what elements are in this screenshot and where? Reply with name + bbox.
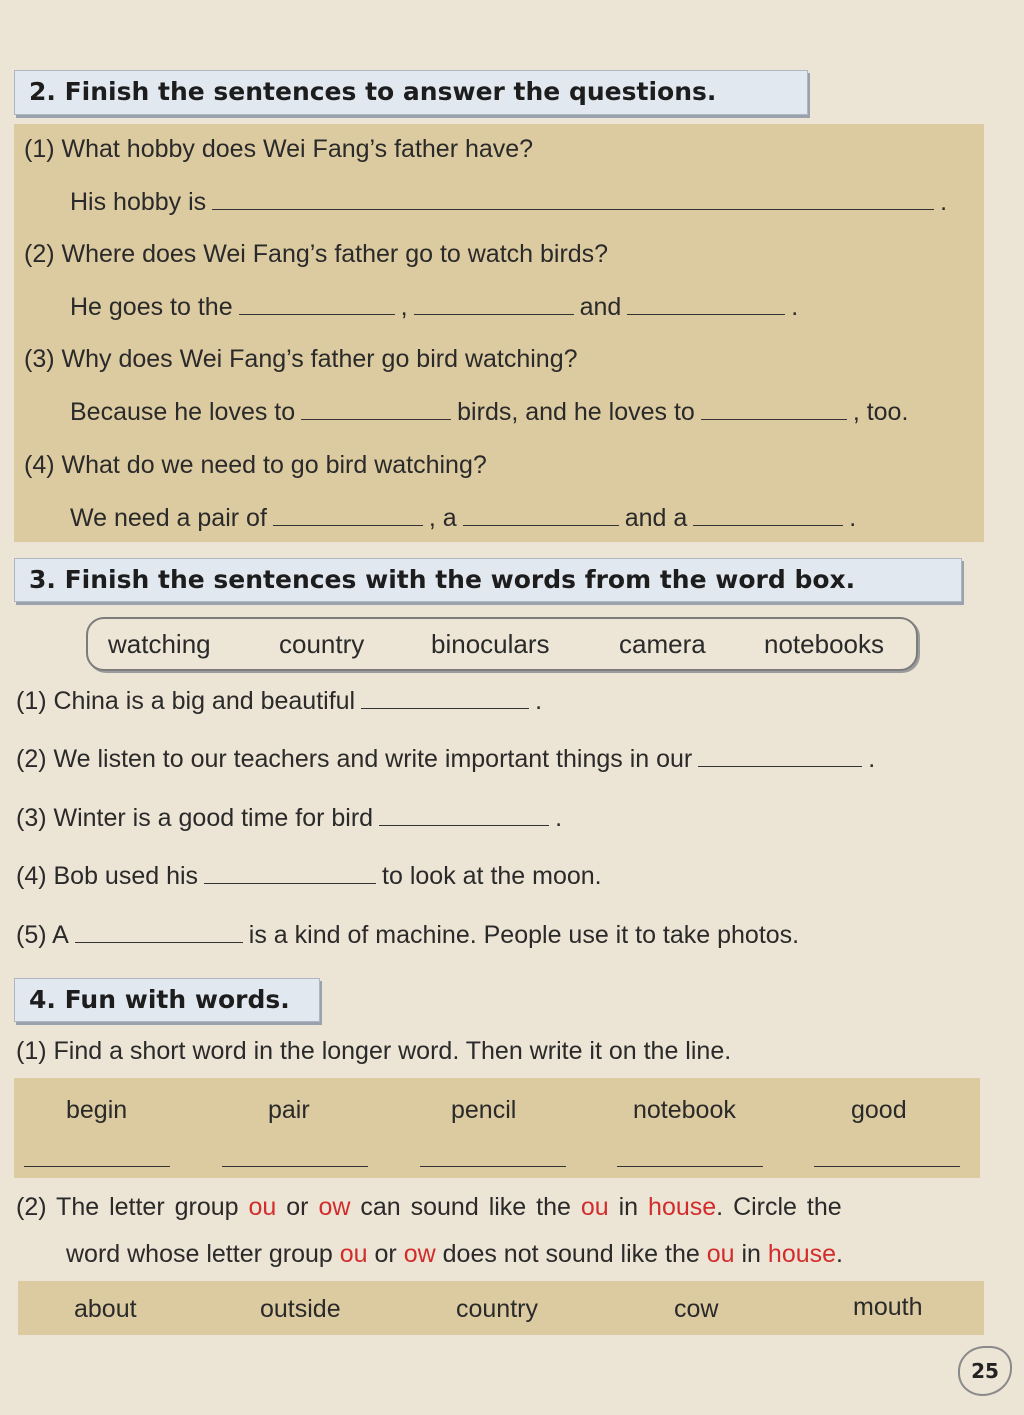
highlight-house: house [767, 1240, 837, 1268]
highlight-house: house [648, 1193, 717, 1221]
blank-item-3[interactable] [693, 503, 843, 526]
word-pencil: pencil [451, 1096, 517, 1124]
highlight-ow: ow [403, 1240, 436, 1268]
answer-4-start: We need a pair of [70, 504, 267, 532]
highlight-ou: ou [580, 1193, 609, 1221]
p2-period: . [836, 1240, 843, 1268]
sentence-2: (2) We listen to our teachers and write important things in our . [16, 745, 876, 773]
p2-text-c: . Circle the [716, 1193, 842, 1221]
answer-line-pair[interactable] [222, 1166, 368, 1167]
word-country[interactable]: country [456, 1295, 538, 1323]
part-1-instruction: (1) Find a short word in the longer word. Then write it on the line. [16, 1037, 732, 1065]
section-3-title: 3. Finish the sentences with the words from the word box. [29, 565, 856, 594]
blank-sentence-3[interactable] [379, 803, 549, 826]
word-box-item: country [279, 629, 365, 659]
answer-line-pencil[interactable] [420, 1166, 566, 1167]
question-3: (3) Why does Wei Fang’s father go bird watching? [24, 345, 578, 373]
word-box-item: notebooks [764, 629, 884, 659]
blank-verb-1[interactable] [301, 397, 451, 420]
blank-sentence-1[interactable] [361, 686, 529, 709]
word-box-item: watching [108, 629, 211, 659]
blank-place-3[interactable] [627, 292, 785, 315]
answer-4: We need a pair of , a and a . [70, 504, 857, 532]
answer-3-mid: birds, and he loves to [457, 398, 695, 426]
sentence-2-text: (2) We listen to our teachers and write important things in our [16, 745, 693, 773]
word-outside[interactable]: outside [260, 1295, 341, 1323]
blank-sentence-4[interactable] [204, 861, 376, 884]
sentence-4-end: to look at the moon. [382, 862, 602, 890]
question-4: (4) What do we need to go bird watching? [24, 451, 487, 479]
word-box-item: camera [619, 629, 706, 659]
sentence-3: (3) Winter is a good time for bird . [16, 804, 563, 832]
highlight-ou: ou [706, 1240, 735, 1268]
and-text: and [579, 293, 622, 321]
section-2-header [14, 70, 808, 115]
answer-1-text: His hobby is [70, 188, 207, 216]
blank-place-1[interactable] [239, 292, 395, 315]
word-box [86, 617, 918, 671]
p2-or: or [286, 1193, 309, 1221]
section-4-header [14, 978, 320, 1022]
sentence-3-text: (3) Winter is a good time for bird [16, 804, 374, 832]
comma: , [400, 293, 408, 321]
answer-3 [70, 397, 908, 427]
highlight-ow: ow [318, 1193, 351, 1221]
sentence-5 [16, 920, 799, 950]
sentence-5-start: (5) A [16, 921, 69, 949]
p2-text-b: can sound like the [360, 1193, 571, 1221]
page-number: 25 [958, 1346, 1012, 1396]
question-2: (2) Where does Wei Fang’s father go to watch birds? [24, 240, 609, 268]
answer-line-notebook[interactable] [617, 1166, 763, 1167]
word-begin: begin [66, 1096, 128, 1124]
word-about[interactable]: about [74, 1295, 137, 1323]
p2-or: or [374, 1240, 397, 1268]
blank-item-1[interactable] [273, 503, 423, 526]
part-2-instruction-line-2 [66, 1239, 843, 1269]
part-2-instruction-line-1 [16, 1192, 842, 1222]
word-box-item: binoculars [431, 629, 550, 659]
answer-2-text: He goes to the [70, 293, 233, 321]
answer-3-end: , too. [852, 398, 909, 426]
question-1: (1) What hobby does Wei Fang’s father have? [24, 135, 534, 163]
sentence-4 [16, 861, 602, 891]
blank-hobby[interactable] [212, 187, 934, 210]
word-notebook: notebook [633, 1096, 736, 1124]
blank-place-2[interactable] [414, 292, 574, 315]
word-good: good [851, 1096, 907, 1124]
word-cow[interactable]: cow [674, 1295, 719, 1323]
word-mouth[interactable]: mouth [853, 1293, 923, 1321]
section-3-header [14, 558, 962, 602]
p2-text-d: word whose letter group [66, 1240, 333, 1268]
word-pair: pair [268, 1096, 310, 1124]
answer-3-start: Because he loves to [70, 398, 296, 426]
p2-in: in [741, 1240, 761, 1268]
answer-4-mid: , a [428, 504, 457, 532]
part-1-panel [14, 1078, 980, 1178]
section-4-title: 4. Fun with words. [29, 985, 290, 1014]
section-2-title: 2. Finish the sentences to answer the questions. [29, 77, 717, 106]
blank-sentence-5[interactable] [75, 920, 243, 943]
highlight-ou: ou [248, 1193, 277, 1221]
answer-2: He goes to the , and . [70, 293, 799, 321]
blank-verb-2[interactable] [701, 397, 847, 420]
blank-sentence-2[interactable] [698, 744, 862, 767]
sentence-4-start: (4) Bob used his [16, 862, 199, 890]
p2-text-a: (2) The letter group [16, 1193, 239, 1221]
p2-text-e: does not sound like the [442, 1240, 700, 1268]
answer-line-good[interactable] [814, 1166, 960, 1167]
sentence-1: (1) China is a big and beautiful . [16, 687, 543, 715]
sentence-1-text: (1) China is a big and beautiful [16, 687, 356, 715]
answer-4-and: and a [624, 504, 688, 532]
answer-line-begin[interactable] [24, 1166, 170, 1167]
answer-1: His hobby is . [70, 188, 948, 216]
p2-in: in [618, 1193, 639, 1221]
sentence-5-end: is a kind of machine. People use it to take photos. [248, 921, 800, 949]
highlight-ou: ou [339, 1240, 368, 1268]
blank-item-2[interactable] [463, 503, 619, 526]
